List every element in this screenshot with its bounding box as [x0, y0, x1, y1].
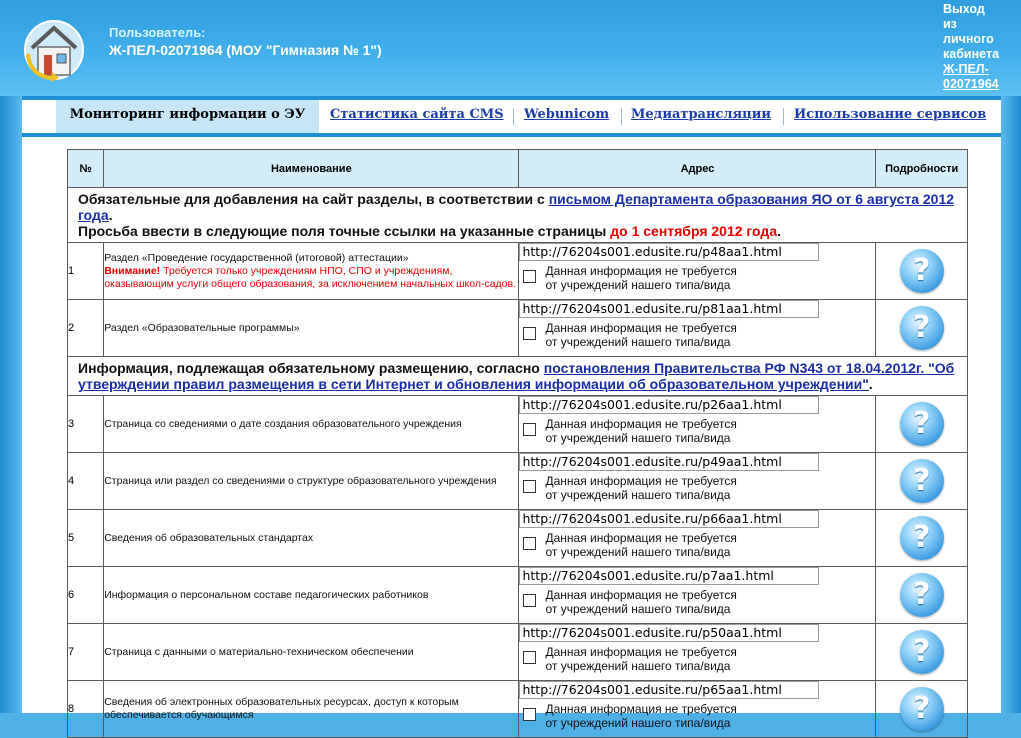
row-name [104, 243, 519, 300]
logout-login-2: 02071964 [943, 77, 999, 91]
logout-text-2: из [943, 17, 957, 31]
col-number: № [68, 150, 104, 188]
row-address-cell [519, 567, 876, 624]
help-question-icon[interactable]: ? [900, 630, 944, 674]
url-input[interactable]: http://76204s001.edusite.ru/p7aa1.html [519, 567, 819, 585]
row-name [104, 624, 519, 681]
row-number: 6 [68, 567, 104, 624]
not-required-checkbox[interactable] [523, 480, 536, 493]
main-content [22, 96, 1001, 730]
row-details-cell [876, 681, 968, 738]
col-name: Наименование [104, 150, 519, 188]
logout-block [943, 2, 1013, 92]
row-address-cell [519, 243, 876, 300]
not-required-line2: от учреждений нашего типа/вида [545, 545, 731, 559]
section-dot: . [777, 223, 781, 239]
table-row [68, 510, 968, 567]
table-row [68, 396, 968, 453]
not-required-label [545, 702, 736, 730]
row-name [104, 681, 519, 738]
url-input[interactable]: http://76204s001.edusite.ru/p65aa1.html [519, 681, 819, 699]
row-name-text: Сведения об образовательных стандартах [104, 531, 314, 544]
not-required-checkbox-row[interactable] [519, 646, 875, 674]
row-number: 4 [68, 453, 104, 510]
row-address-cell [519, 624, 876, 681]
not-required-line2: от учреждений нашего типа/вида [545, 335, 731, 349]
not-required-checkbox-row[interactable] [519, 703, 875, 731]
not-required-line1: Данная информация не требуется [545, 645, 737, 659]
row-name-text: Страница или раздел со сведениями о структуре образовательного учреждения [104, 474, 497, 487]
not-required-checkbox-row[interactable] [519, 265, 875, 293]
help-question-icon[interactable]: ? [900, 516, 944, 560]
logout-text-1: Выход [943, 2, 985, 16]
col-address: Адрес [519, 150, 876, 188]
left-border [0, 96, 22, 713]
user-name: Ж-ПЕЛ-02071964 (МОУ "Гимназия № 1") [109, 42, 382, 58]
row-warning [104, 265, 516, 290]
not-required-checkbox[interactable] [523, 651, 536, 664]
row-name [104, 300, 519, 357]
section-intro: Информация, подлежащая обязательному размещению, согласно [78, 360, 544, 376]
not-required-label [545, 321, 736, 349]
help-question-icon[interactable]: ? [900, 249, 944, 293]
not-required-line2: от учреждений нашего типа/вида [545, 488, 731, 502]
not-required-checkbox-row[interactable] [519, 418, 875, 446]
table-row [68, 453, 968, 510]
row-number: 2 [68, 300, 104, 357]
not-required-checkbox-row[interactable] [519, 322, 875, 350]
tab-cms-stats[interactable]: Статистика сайта CMS [330, 107, 504, 122]
section-text [68, 188, 968, 243]
not-required-checkbox-row[interactable] [519, 475, 875, 503]
nav-separator [621, 108, 622, 125]
row-name-text: Раздел «Образовательные программы» [104, 321, 300, 334]
url-input[interactable]: http://76204s001.edusite.ru/p48aa1.html [519, 243, 819, 261]
row-name-text: Сведения об электронных образовательных ресурсах, доступ к которым обеспечивается обучающимся [104, 696, 459, 721]
row-name [104, 396, 519, 453]
not-required-line1: Данная информация не требуется [545, 702, 737, 716]
not-required-checkbox[interactable] [523, 537, 536, 550]
row-address-cell [519, 510, 876, 567]
user-label: Пользователь: [109, 25, 206, 40]
table-row [68, 681, 968, 738]
row-address-cell [519, 681, 876, 738]
section-intro: Обязательные для добавления на сайт разделы, в соответствии с [78, 191, 549, 207]
not-required-checkbox[interactable] [523, 327, 536, 340]
row-address-cell [519, 300, 876, 357]
section-dot: . [108, 207, 113, 223]
not-required-label [545, 588, 736, 616]
section-deadline: до 1 сентября 2012 года [610, 223, 778, 239]
table-row [68, 624, 968, 681]
not-required-checkbox[interactable] [523, 708, 536, 721]
row-number: 3 [68, 396, 104, 453]
not-required-line2: от учреждений нашего типа/вида [545, 431, 731, 445]
logout-link[interactable] [943, 62, 1013, 92]
table-row [68, 243, 968, 300]
not-required-checkbox[interactable] [523, 594, 536, 607]
help-question-icon[interactable]: ? [900, 306, 944, 350]
row-warning-text: Требуется только учреждениям НПО, СПО и учреждениям, оказывающим услуги общего образования, за исключением начальных школ-садов. [104, 264, 516, 290]
help-question-icon[interactable]: ? [900, 402, 944, 446]
logout-text [943, 2, 999, 61]
nav-separator [783, 108, 784, 125]
tab-media[interactable]: Медиатрансляции [631, 107, 772, 122]
not-required-label [545, 645, 736, 673]
not-required-line2: от учреждений нашего типа/вида [545, 602, 731, 616]
section-row [68, 188, 968, 243]
row-name-text: Страница с данными о материально-техническом обеспечении [104, 645, 414, 658]
row-address-cell [519, 396, 876, 453]
url-input[interactable]: http://76204s001.edusite.ru/p50aa1.html [519, 624, 819, 642]
home-logo-icon[interactable] [22, 14, 86, 82]
not-required-checkbox-row[interactable] [519, 532, 875, 560]
row-name [104, 510, 519, 567]
row-name [104, 567, 519, 624]
department-letter-link[interactable]: письмом Департамента образования ЯО от 6 августа 2012 года [78, 191, 955, 223]
not-required-label [545, 417, 736, 445]
row-number: 1 [68, 243, 104, 300]
row-details-cell [876, 624, 968, 681]
url-input[interactable]: http://76204s001.edusite.ru/p81aa1.html [519, 300, 819, 318]
row-number: 8 [68, 681, 104, 738]
not-required-label [545, 264, 736, 292]
not-required-line2: от учреждений нашего типа/вида [545, 278, 731, 292]
government-decree-link[interactable]: постановления Правительства РФ N343 от 18.04.2012г. "Об утверждении правил размещения в сети Интернет и обновления информации об образовательном учреждении" [78, 360, 955, 392]
row-warning-label: Внимание! [104, 264, 161, 277]
section-text [68, 357, 968, 396]
logout-text-3: личного [943, 32, 994, 46]
section-row [68, 357, 968, 396]
not-required-line1: Данная информация не требуется [545, 531, 737, 545]
nav-separator [513, 108, 514, 125]
row-number: 7 [68, 624, 104, 681]
logout-login-1: Ж-ПЕЛ- [943, 62, 989, 76]
tab-webunicom[interactable]: Webunicom [524, 107, 610, 122]
not-required-line1: Данная информация не требуется [545, 321, 737, 335]
row-details-cell [876, 396, 968, 453]
logout-text-4: кабинета [943, 47, 1000, 61]
right-border [1001, 96, 1021, 713]
col-details: Подробности [876, 150, 968, 188]
url-input[interactable]: http://76204s001.edusite.ru/p49aa1.html [519, 453, 819, 471]
page-header [0, 0, 1021, 96]
monitoring-table [67, 149, 968, 738]
row-number: 5 [68, 510, 104, 567]
help-question-icon[interactable]: ? [900, 687, 944, 731]
row-details-cell [876, 453, 968, 510]
not-required-label [545, 531, 736, 559]
not-required-line1: Данная информация не требуется [545, 264, 737, 278]
not-required-checkbox[interactable] [523, 270, 536, 283]
not-required-line1: Данная информация не требуется [545, 588, 737, 602]
table-row [68, 567, 968, 624]
not-required-line1: Данная информация не требуется [545, 417, 737, 431]
row-address-cell [519, 453, 876, 510]
table-header-row [68, 150, 968, 188]
section-request: Просьба ввести в следующие поля точные ссылки на указанные страницы [78, 223, 611, 239]
help-question-icon[interactable]: ? [900, 573, 944, 617]
table-row [68, 300, 968, 357]
section-dot: . [868, 376, 873, 392]
not-required-checkbox-row[interactable] [519, 589, 875, 617]
row-details-cell [876, 510, 968, 567]
row-details-cell [876, 300, 968, 357]
url-input[interactable]: http://76204s001.edusite.ru/p26aa1.html [519, 396, 819, 414]
row-name-text: Страница со сведениями о дате создания образовательного учреждения [104, 417, 462, 430]
help-question-icon[interactable]: ? [900, 459, 944, 503]
row-name-text: Информация о персональном составе педагогических работников [104, 588, 429, 601]
not-required-line2: от учреждений нашего типа/вида [545, 659, 731, 673]
not-required-line2: от учреждений нашего типа/вида [545, 716, 731, 730]
tab-monitoring[interactable]: Мониторинг информации о ЭУ [56, 100, 319, 133]
not-required-label [545, 474, 736, 502]
row-details-cell [876, 567, 968, 624]
tab-services[interactable]: Использование сервисов [794, 107, 987, 122]
row-details-cell [876, 243, 968, 300]
not-required-checkbox[interactable] [523, 423, 536, 436]
row-name-text: Раздел «Проведение государственной (итоговой) аттестации» [104, 251, 409, 264]
not-required-line1: Данная информация не требуется [545, 474, 737, 488]
nav-bar [22, 100, 1001, 137]
row-name [104, 453, 519, 510]
url-input[interactable]: http://76204s001.edusite.ru/p66aa1.html [519, 510, 819, 528]
